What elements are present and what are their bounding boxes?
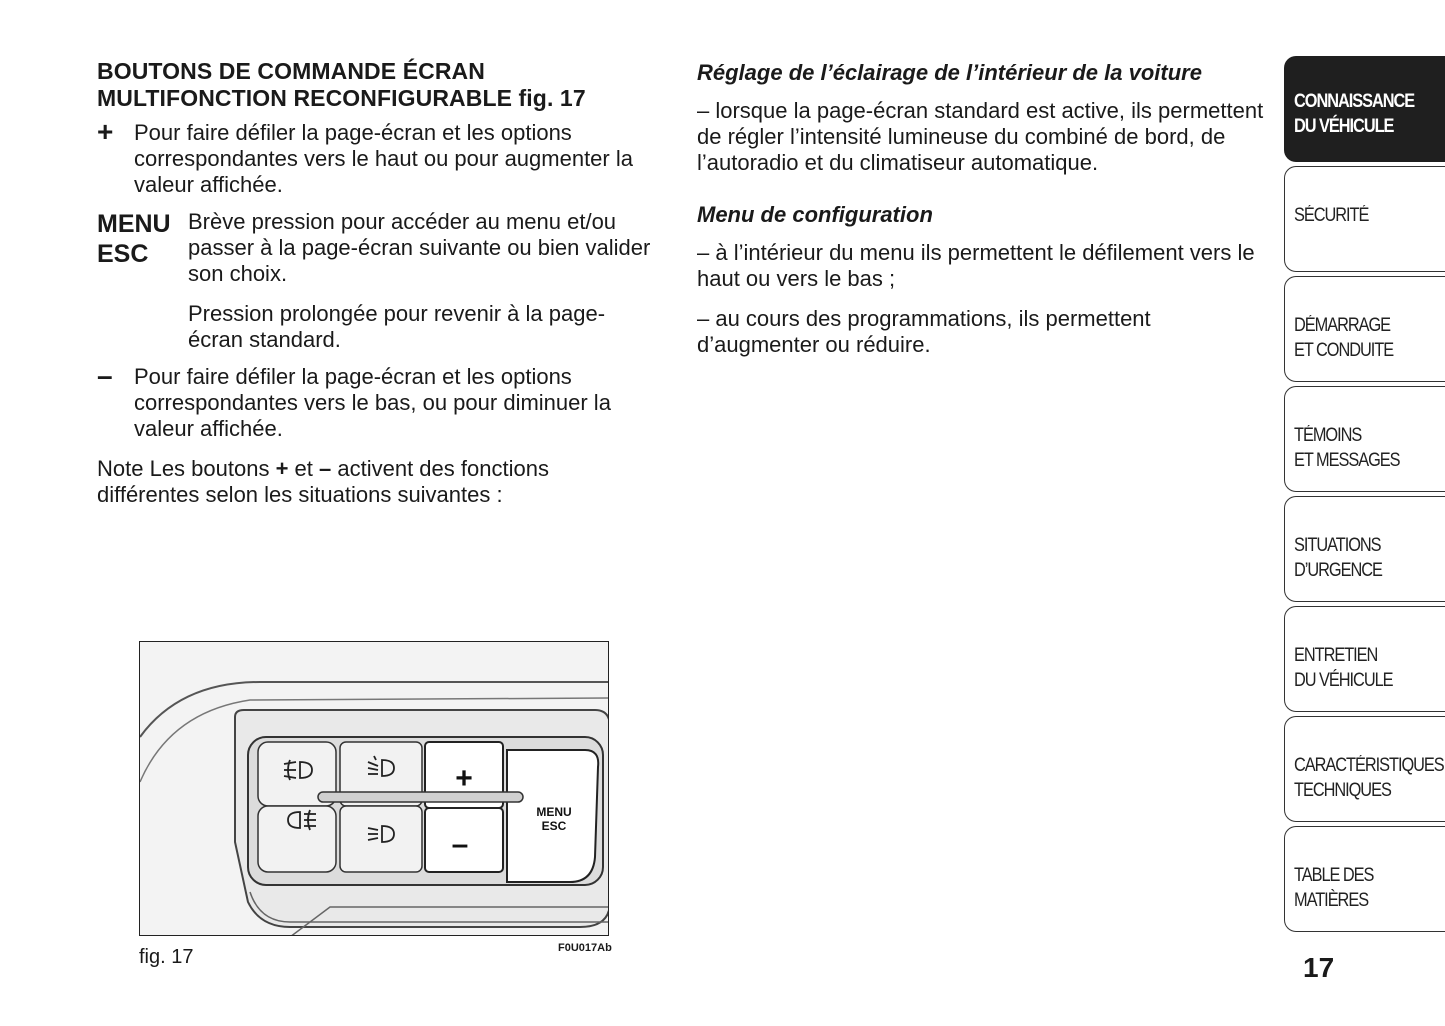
tab-label: TÉMOINS ET MESSAGES [1294,425,1400,471]
tab-label: ENTRETIEN DU VÉHICULE [1294,645,1393,691]
minus-symbol: – [97,360,113,391]
tab-label: TABLE DES MATIÈRES [1294,865,1374,911]
heading-line-1: BOUTONS DE COMMANDE ÉCRAN [97,58,485,84]
para-menu-scroll: – à l’intérieur du menu ils permettent le défilement vers le haut ou vers le bas ; [697,240,1255,291]
tab-caracteristiques-techniques[interactable] [1284,716,1445,822]
tab-table-des-matieres[interactable] [1284,826,1445,932]
figure-17-illustration [139,641,609,936]
minus-text: Pour faire défiler la page-écran et les options correspondantes vers le bas, ou pour diminuer la valeur affichée. [134,364,611,441]
plus-text: Pour faire défiler la page-écran et les options correspondantes vers le haut ou pour augmenter la valeur affichée. [134,120,633,197]
tab-label: CONNAISSANCE DU VÉHICULE [1294,91,1415,137]
page-number: 17 [1303,952,1335,983]
note-text-1: Note Les boutons [97,456,276,481]
dashboard-buttons-drawing [140,642,609,936]
section-heading [97,58,657,112]
chapter-tabs [1284,56,1445,936]
menu-text-short-press: Brève pression pour accéder au menu et/ou passer à la page-écran suivante ou bien valider son choix. [188,209,651,286]
tab-entretien-du-vehicule[interactable] [1284,606,1445,712]
minus-button-description [97,360,657,442]
menu-label: MENU [97,210,171,238]
figure-code: F0U017Ab [558,942,612,954]
note-plus: + [275,456,289,481]
plus-button-label: + [455,762,473,795]
tab-label: SÉCURITÉ [1294,205,1369,226]
tab-connaissance-du-vehicule[interactable] [1284,56,1445,162]
tab-label: CARACTÉRISTIQUES TECHNIQUES [1294,755,1444,801]
note-text-2: et [288,456,320,481]
button-panel [248,737,603,885]
plus-button-description [97,116,657,198]
tab-demarrage-et-conduite[interactable] [1284,276,1445,382]
menu-esc-description [97,209,657,353]
tab-label: SITUATIONS D’URGENCE [1294,535,1382,581]
para-lighting: – lorsque la page-écran standard est active, ils permettent de régler l’intensité lumineuse du combiné de bord, de l’autoradio et du climatiseur automatique. [697,98,1264,175]
figure-caption: fig. 17 [139,946,194,968]
tab-securite[interactable] [1284,166,1445,272]
minus-button-label: – [451,828,469,861]
tab-label: DÉMARRAGE ET CONDUITE [1294,315,1394,361]
menu-esc-text [188,209,657,353]
para-programming: – au cours des programmations, ils permettent d’augmenter ou réduire. [697,306,1151,357]
subhead-config-menu: Menu de configuration [697,202,933,227]
plus-symbol: + [97,116,114,147]
note-minus: – [319,456,332,481]
tab-situations-d-urgence[interactable] [1284,496,1445,602]
note-paragraph [97,456,657,508]
esc-button-label: ESC [541,819,567,833]
menu-text-long-press: Pression prolongée pour revenir à la page-écran standard. [188,301,606,352]
note-text-3: activent des fonctions différentes selon les situations suivantes : [97,456,549,507]
menu-esc-label [97,209,171,269]
subhead-lighting: Réglage de l’éclairage de l’intérieur de la voiture [697,60,1202,85]
left-column [97,58,657,508]
esc-label: ESC [97,240,149,268]
menu-button-label: MENU [536,805,572,819]
tab-temoins-et-messages[interactable] [1284,386,1445,492]
right-column [697,60,1267,372]
heading-line-2: MULTIFONCTION RECONFIGURABLE fig. 17 [97,85,586,111]
